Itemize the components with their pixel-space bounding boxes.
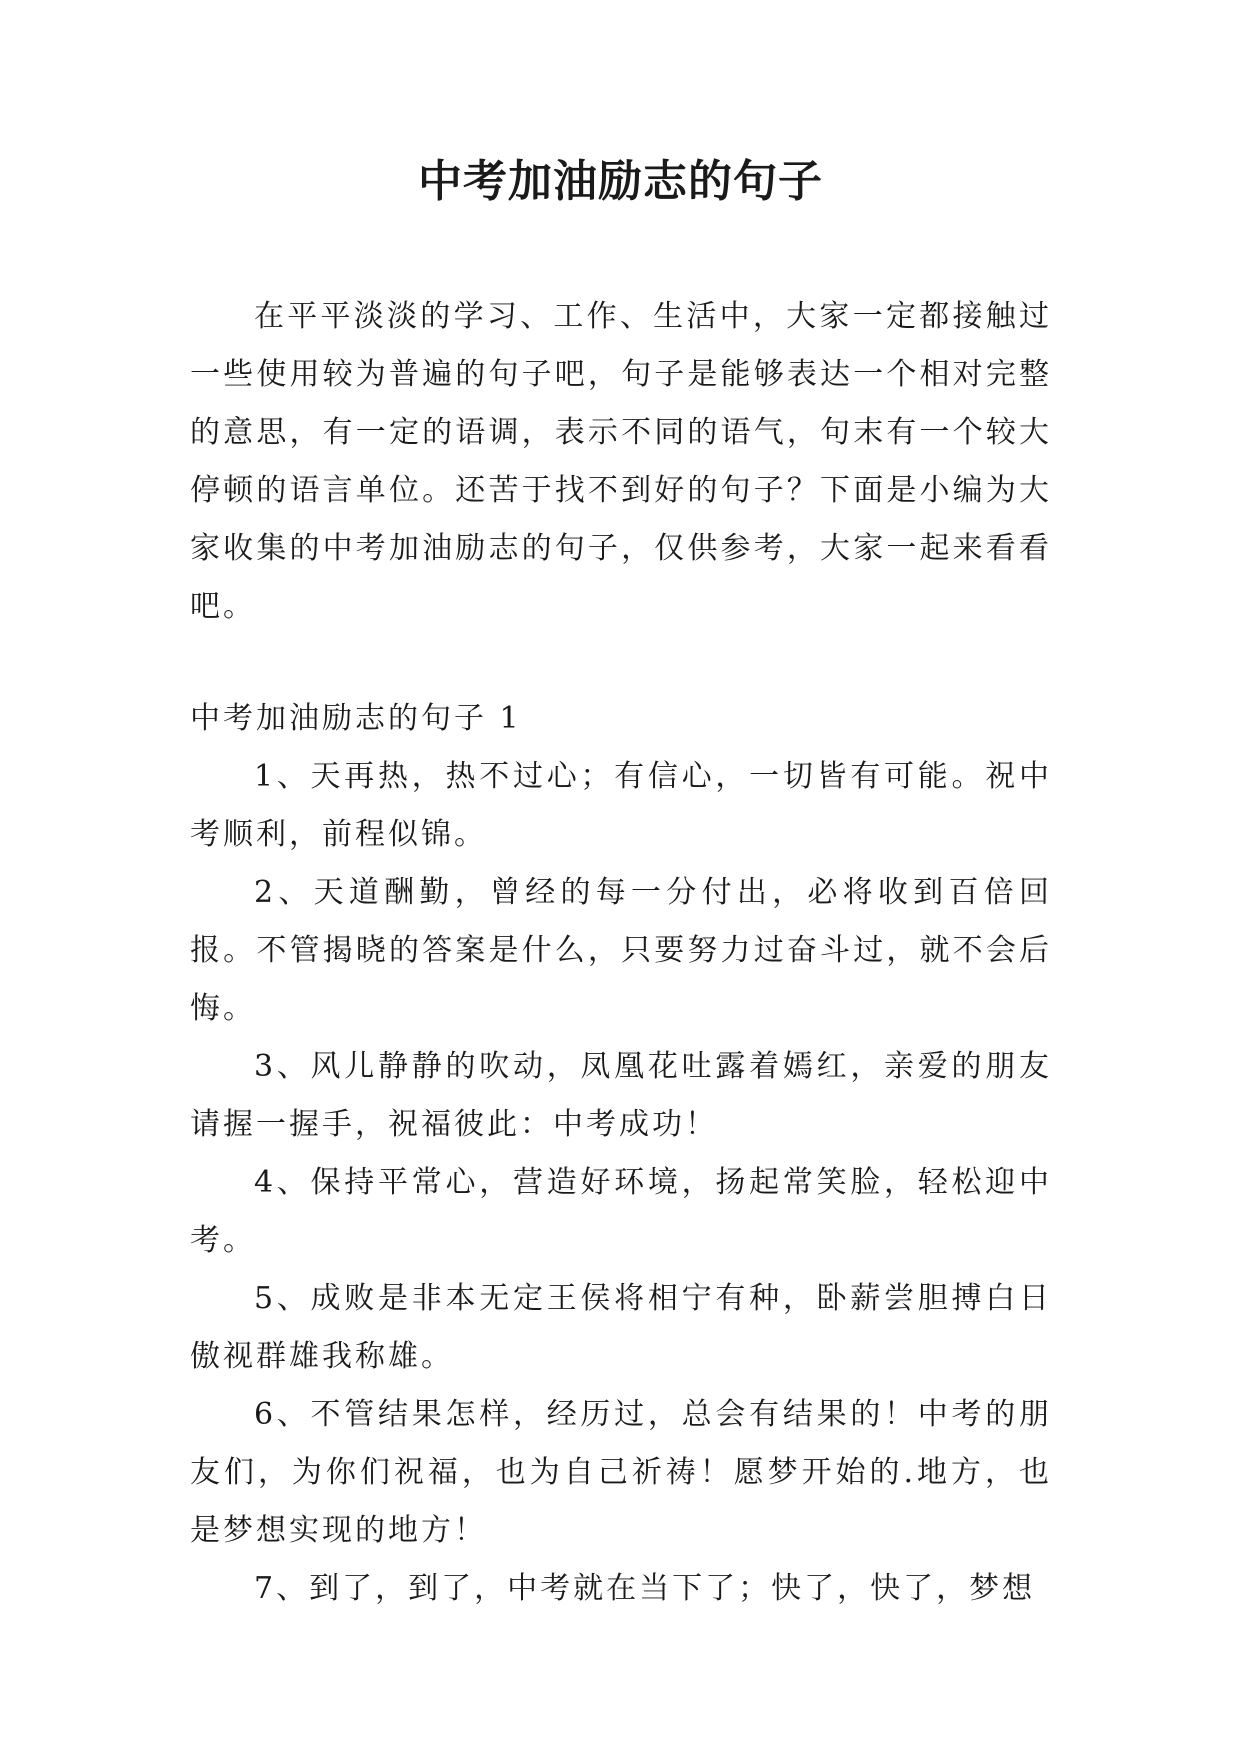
document-title: 中考加油励志的句子	[418, 156, 823, 207]
list-item: 5、成败是非本无定王侯将相宁有种，卧薪尝胆搏白日傲视群雄我称雄。	[190, 1281, 1052, 1374]
document-body	[190, 288, 1052, 1618]
section-heading: 中考加油励志的句子 1	[190, 701, 522, 736]
list-item: 3、风儿静静的吹动，凤凰花吐露着嫣红，亲爱的朋友请握一握手，祝福彼此：中考成功！	[190, 1049, 1052, 1142]
list-item: 1、天再热，热不过心；有信心，一切皆有可能。祝中考顺利，前程似锦。	[190, 759, 1052, 852]
list-item: 7、到了，到了，中考就在当下了；快了，快了，梦想	[254, 1571, 1036, 1606]
list-item: 6、不管结果怎样，经历过，总会有结果的！中考的朋友们，为你们祝福，也为自己祈祷！愿梦开始的.地方，也是梦想实现的地方！	[190, 1397, 1052, 1548]
list-item: 4、保持平常心，营造好环境，扬起常笑脸，轻松迎中考。	[190, 1165, 1052, 1258]
intro-paragraph: 在平平淡淡的学习、工作、生活中，大家一定都接触过一些使用较为普遍的句子吧，句子是能够表达一个相对完整的意思，有一定的语调，表示不同的语气，句末有一个较大停顿的语言单位。还苦于找不到好的句子？下面是小编为大家收集的中考加油励志的句子，仅供参考，大家一起来看看吧。	[190, 299, 1052, 624]
list-item: 2、天道酬勤，曾经的每一分付出，必将收到百倍回报。不管揭晓的答案是什么，只要努力过奋斗过，就不会后悔。	[190, 875, 1052, 1026]
